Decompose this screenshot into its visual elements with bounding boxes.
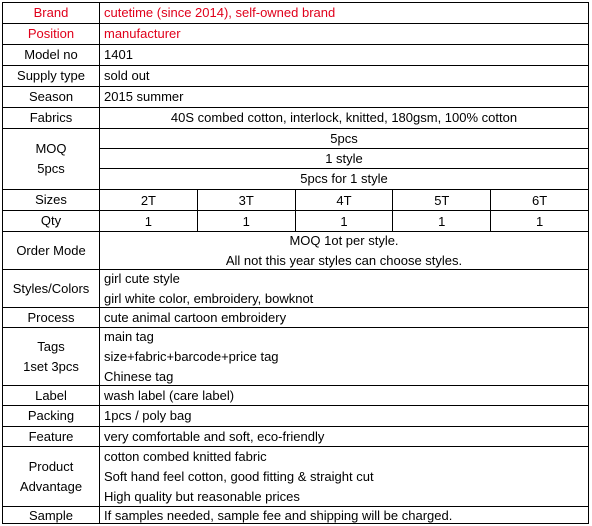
brand-label: Brand [3, 3, 100, 23]
process-value: cute animal cartoon embroidery [104, 309, 287, 325]
advantage-line: Soft hand feel cotton, good fitting & straight cut [104, 468, 374, 484]
tags-line: size+fabric+barcode+price tag [104, 348, 279, 364]
row-label [3, 386, 588, 406]
advantage-label [3, 447, 100, 506]
row-tags [3, 328, 588, 386]
row-brand [3, 3, 588, 24]
supply-label: Supply type [3, 66, 100, 86]
row-model [3, 45, 588, 66]
advantage-label-line-2: Advantage [19, 478, 83, 494]
sample-value: If samples needed, sample fee and shipping will be charged. [104, 507, 453, 523]
advantage-values [100, 447, 588, 506]
season-label: Season [3, 87, 100, 107]
season-value: 2015 summer [104, 89, 184, 104]
label-value: wash label (care label) [104, 387, 235, 403]
moq-line: 5pcs [100, 129, 588, 149]
size-cell: 6T [532, 192, 548, 208]
tags-label-line-2: 1set 3pcs [23, 358, 79, 374]
position-label: Position [3, 24, 100, 44]
tags-line: Chinese tag [104, 368, 174, 384]
qty-cell: 1 [100, 211, 198, 231]
qty-label: Qty [3, 211, 100, 231]
tags-label [3, 328, 100, 385]
tags-label-line-1: Tags [37, 338, 65, 354]
row-supply-type [3, 66, 588, 87]
size-cell: 2T [100, 190, 198, 210]
label-label: Label [3, 386, 100, 405]
order-mode-label: Order Mode [3, 232, 100, 269]
row-fabrics [3, 108, 588, 129]
product-spec-table [2, 2, 589, 524]
packing-label: Packing [3, 406, 100, 426]
tags-line: main tag [104, 328, 154, 344]
styles-line: girl white color, embroidery, bowknot [104, 290, 314, 306]
moq-label [3, 129, 100, 189]
qty-cell: 1 [393, 211, 491, 231]
row-qty [3, 211, 588, 232]
supply-value: sold out [104, 68, 150, 83]
moq-values [100, 129, 588, 189]
advantage-line: cotton combed knitted fabric [104, 448, 267, 464]
qty-cell: 1 [296, 211, 394, 231]
styles-line: girl cute style [104, 270, 180, 286]
fabrics-value: 40S combed cotton, interlock, knitted, 180gsm, 100% cotton [170, 110, 518, 125]
moq-line: 5pcs for 1 style [300, 171, 388, 186]
row-sizes [3, 190, 588, 211]
row-order-mode [3, 232, 588, 270]
row-moq [3, 129, 588, 190]
feature-label: Feature [3, 427, 100, 446]
position-value: manufacturer [104, 26, 181, 41]
row-season [3, 87, 588, 108]
row-feature [3, 427, 588, 447]
advantage-label-line-1: Product [28, 458, 74, 474]
size-cell: 5T [393, 190, 491, 210]
qty-cell: 1 [198, 211, 296, 231]
tags-values [100, 328, 588, 385]
sizes-label: Sizes [3, 190, 100, 210]
advantage-line: High quality but reasonable prices [104, 488, 300, 504]
feature-value: very comfortable and soft, eco-friendly [104, 428, 325, 444]
styles-label: Styles/Colors [3, 270, 100, 307]
row-process [3, 308, 588, 328]
row-product-advantage [3, 447, 588, 507]
row-styles-colors [3, 270, 588, 308]
packing-value: 1pcs / poly bag [104, 408, 192, 423]
model-label: Model no [3, 45, 100, 65]
order-mode-line: All not this year styles can choose styles. [225, 252, 463, 268]
size-cell: 3T [198, 190, 296, 210]
sample-label: Sample [3, 507, 100, 524]
styles-values [100, 270, 588, 307]
moq-line: 1 style [100, 149, 588, 169]
brand-value: cutetime (since 2014), self-owned brand [104, 5, 336, 20]
size-cell: 4T [296, 190, 394, 210]
moq-label-line-2: 5pcs [37, 161, 65, 176]
qty-cell: 1 [535, 213, 544, 229]
order-mode-line: MOQ 1ot per style. [289, 232, 399, 248]
process-label: Process [3, 308, 100, 327]
moq-label-line-1: MOQ [35, 141, 67, 156]
row-sample [3, 507, 588, 524]
order-mode-values [100, 232, 588, 269]
row-packing [3, 406, 588, 427]
row-position [3, 24, 588, 45]
model-value: 1401 [104, 47, 133, 62]
fabrics-label: Fabrics [3, 108, 100, 128]
